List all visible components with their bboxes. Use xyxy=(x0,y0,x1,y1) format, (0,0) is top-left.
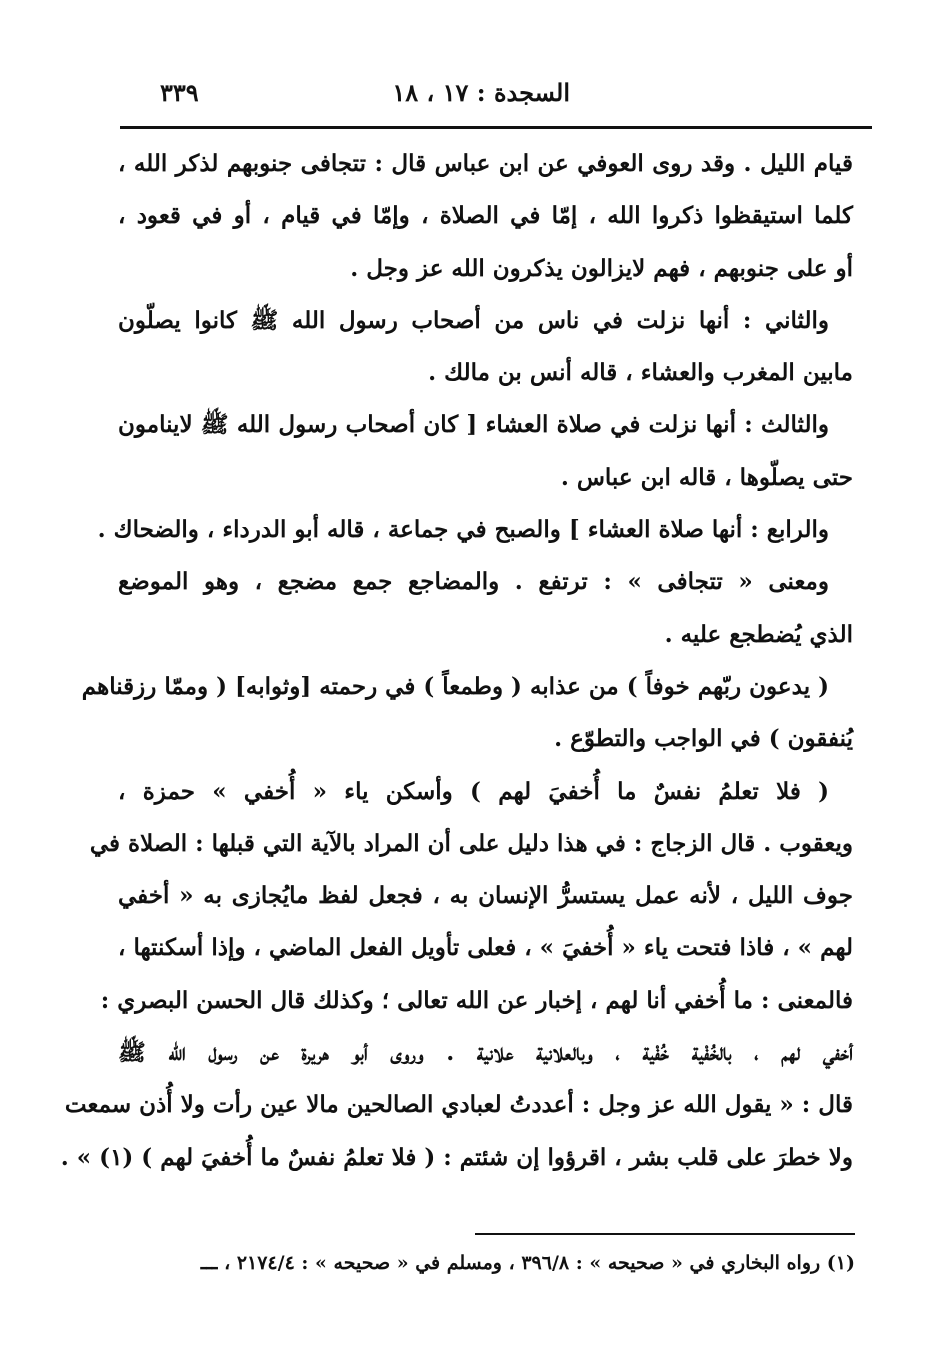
text-line: فالمعنى : ما أُخفي أنا لهم ، إخبار عن الله تعالى ؛ وكذلك قال الحسن البصري : xyxy=(100,986,853,1014)
text-line: مابين المغرب والعشاء ، قاله أنس بن مالك . xyxy=(428,359,853,387)
text-line: لهم » ، فاذا فتحت ياء « أُخفيَ » ، فعلى تأويل الفعل الماضي ، وإذا أسكنتها ، xyxy=(118,934,853,962)
text-line: أخفي لهم ، بالخُفْية خُفْية ، وبالعلانية علانية . وروى أبو هريرة عن رسول الله ﷺ xyxy=(118,1039,853,1067)
footnote-divider xyxy=(475,1233,855,1235)
text-line: والثالث : أنها نزلت في صلاة العشاء [ كان أصحاب رسول الله ﷺ لاينامون xyxy=(118,411,829,439)
text-line: الذي يُضطجع عليه . xyxy=(664,620,853,648)
page-header xyxy=(120,78,850,112)
text-line: ومعنى « تتجافى » : ترتفع . والمضاجع جمع مضجع ، وهو الموضع xyxy=(118,568,829,596)
header-divider xyxy=(120,126,872,129)
footnote: (١) رواه البخاري في « صحيحه » : ٣٩٦/٨ ، ومسلم في « صحيحه » : ٢١٧٤/٤ ، ـــ xyxy=(200,1252,855,1274)
text-line: ( يدعون ربّهم خوفاً ) من عذابه ( وطمعاً ) في رحمته [وثوابه] ( وممّا رزقناهم xyxy=(81,672,829,700)
running-title: السجدة : ١٧ ، ١٨ xyxy=(392,78,570,107)
text-line: كلما استيقظوا ذكروا الله ، إمّا في الصلاة ، وإمّا في قيام ، أو في قعود ، xyxy=(118,202,853,230)
main-text xyxy=(60,138,853,1184)
text-line: جوف الليل ، لأنه عمل يستسرُّ الإنسان به ، فجعل لفظ مايُجازى به « أخفي xyxy=(118,882,853,910)
text-line: ولا خطرَ على قلب بشر ، اقرؤوا إن شئتم : ( فلا تعلمُ نفسٌ ما أُخفيَ لهم ) (١) » . xyxy=(60,1143,853,1171)
text-line: يُنفقون ) في الواجب والتطوّع . xyxy=(554,725,853,753)
text-line: أو على جنوبهم ، فهم لايزالون يذكرون الله عز وجل . xyxy=(350,254,853,282)
text-line: قال : « يقول الله عز وجل : أعددتُ لعبادي الصالحين مالا عين رأت ولا أُذن سمعت xyxy=(64,1091,853,1119)
text-line: حتى يصلّوها ، قاله ابن عباس . xyxy=(560,463,853,491)
text-line: قيام الليل . وقد روى العوفي عن ابن عباس قال : تتجافى جنوبهم لذكر الله ، xyxy=(118,150,853,177)
text-line: والرابع : أنها صلاة العشاء ] والصبح في جماعة ، قاله أبو الدرداء ، والضحاك . xyxy=(97,516,829,544)
text-line: ويعقوب . قال الزجاج : في هذا دليل على أن المراد بالآية التي قبلها : الصلاة في xyxy=(89,829,853,857)
text-line: ( فلا تعلمُ نفسٌ ما أُخفيَ لهم ) وأسكن ياء « أُخفي » حمزة ، xyxy=(118,777,829,805)
text-line: والثاني : أنها نزلت في ناس من أصحاب رسول الله ﷺ كانوا يصلّون xyxy=(118,306,829,334)
page-number: ٣٣٩ xyxy=(160,78,199,107)
